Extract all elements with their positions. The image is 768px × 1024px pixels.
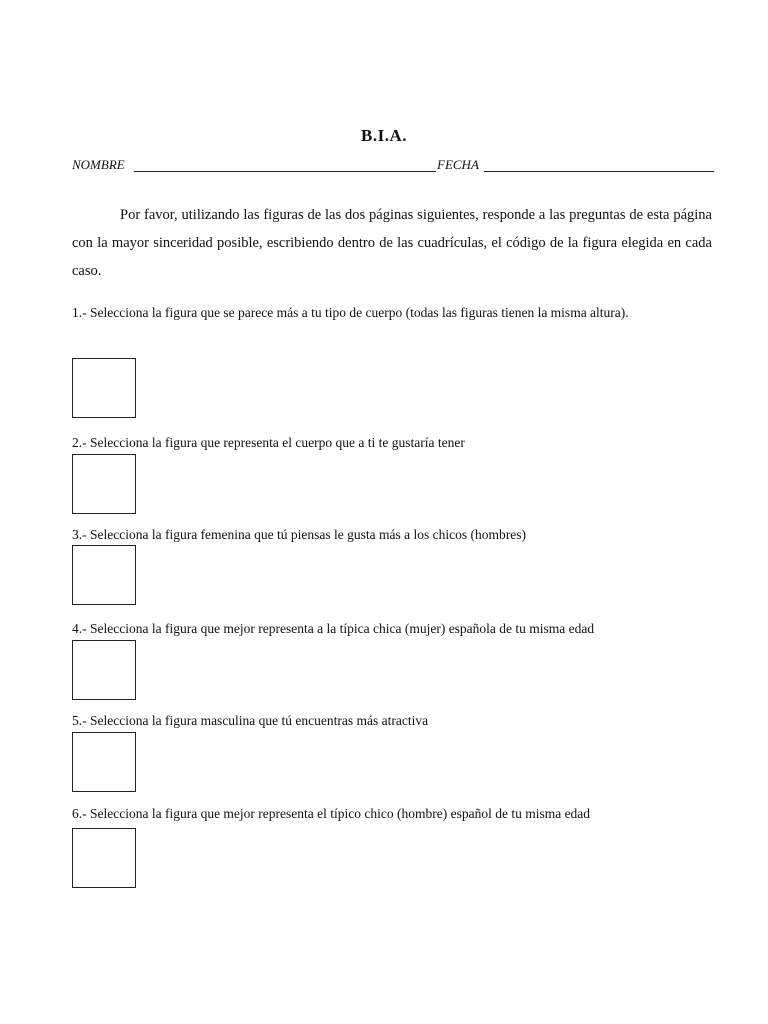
answer-box-4[interactable]	[72, 640, 136, 700]
fecha-field[interactable]	[484, 171, 714, 172]
nombre-field[interactable]	[134, 171, 436, 172]
answer-box-2[interactable]	[72, 454, 136, 514]
name-date-row	[72, 157, 714, 175]
answer-box-1[interactable]	[72, 358, 136, 418]
instructions-paragraph: Por favor, utilizando las figuras de las dos páginas siguientes, responde a las preguntas de esta página con la mayor sinceridad posible, escribiendo dentro de las cuadrículas, el código de la figura elegida en cada caso.	[72, 207, 712, 279]
answer-box-5[interactable]	[72, 732, 136, 792]
question-4: 4.- Selecciona la figura que mejor representa a la típica chica (mujer) española de tu misma edad	[72, 621, 595, 636]
question-2: 2.- Selecciona la figura que representa el cuerpo que a ti te gustaría tener	[72, 435, 465, 450]
fecha-label: FECHA	[437, 157, 479, 172]
question-6: 6.- Selecciona la figura que mejor representa el típico chico (hombre) español de tu misma edad	[72, 806, 591, 821]
nombre-label: NOMBRE	[72, 157, 125, 172]
question-5: 5.- Selecciona la figura masculina que tú encuentras más atractiva	[72, 713, 429, 728]
answer-box-3[interactable]	[72, 545, 136, 605]
answer-box-6[interactable]	[72, 828, 136, 888]
document-title: B.I.A.	[361, 126, 407, 145]
question-1: 1.- Selecciona la figura que se parece más a tu tipo de cuerpo (todas las figuras tienen la misma altura).	[72, 305, 629, 320]
question-3: 3.- Selecciona la figura femenina que tú piensas le gusta más a los chicos (hombres)	[72, 527, 526, 542]
